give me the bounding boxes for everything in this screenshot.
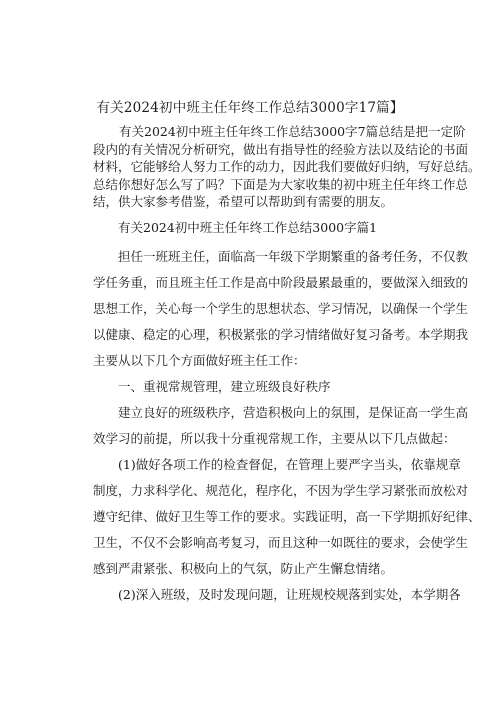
body-line: 遵守纪律、做好卫生等工作的要求。实践证明，高一下学期抓好纪律、 (93, 509, 481, 524)
intro-line: 段内的有关情况分析研究，做出有指导性的经验方法以及结论的书面 (93, 141, 469, 157)
intro-line: 有关2024初中班主任年终工作总结3000字7篇总结是把一定阶 (119, 124, 466, 139)
intro-paragraph (93, 123, 481, 211)
body-line: (1)做好各项工作的检查督促，在管理上要严字当头，依靠规章 (118, 457, 461, 472)
body-line: 效学习的前提，所以我十分重视常规工作，主要从以下几点做起： (93, 431, 456, 446)
body-line: 制度，力求科学化、规范化，程序化，不因为学生学习紧张而放松对 (93, 483, 469, 498)
intro-line: 结，供大家参考借鉴，希望可以帮助到有需要的朋友。 (93, 194, 394, 209)
body-line: 思想工作，关心每一个学生的思想状态、学习情况，以确保一个学生 (93, 301, 469, 316)
subheading-line: 一、重视常规管理，建立班级良好秩序 (118, 379, 331, 394)
intro-line: 材料，它能够给人努力工作的动力，因此我们要做好归纳，写好总结。 (93, 159, 481, 174)
body-line: 担任一班班主任，面临高一年级下学期繁重的备考任务，不仅教 (118, 249, 469, 264)
body-line: 感到严肃紧张、积极向上的气氛，防止产生懈怠情绪。 (93, 561, 394, 576)
body-line: 以健康、稳定的心理，积极紧张的学习情绪做好复习备考。本学期我 (93, 327, 469, 342)
body-text (93, 244, 481, 608)
body-line: 学任务重，而且班主任工作是高中阶段最累最重的，要做深入细致的 (93, 275, 469, 290)
body-line: 卫生，不仅不会影响高考复习，而且这种一如既往的要求，会使学生 (93, 535, 469, 550)
section-heading: 有关2024初中班主任年终工作总结3000字篇1 (118, 220, 378, 235)
body-line: 建立良好的班级秩序，营造积极向上的氛围，是保证高一学生高 (118, 405, 469, 420)
body-line: (2)深入班级，及时发现问题，让班规校规落到实处，本学期各 (118, 587, 461, 602)
intro-line: 总结你想好怎么写了吗？下面是为大家收集的初中班主任年终工作总 (93, 176, 469, 192)
document-title: 有关2024初中班主任年终工作总结3000字17篇】 (96, 100, 404, 116)
body-line: 主要从以下几个方面做好班主任工作： (93, 353, 306, 368)
